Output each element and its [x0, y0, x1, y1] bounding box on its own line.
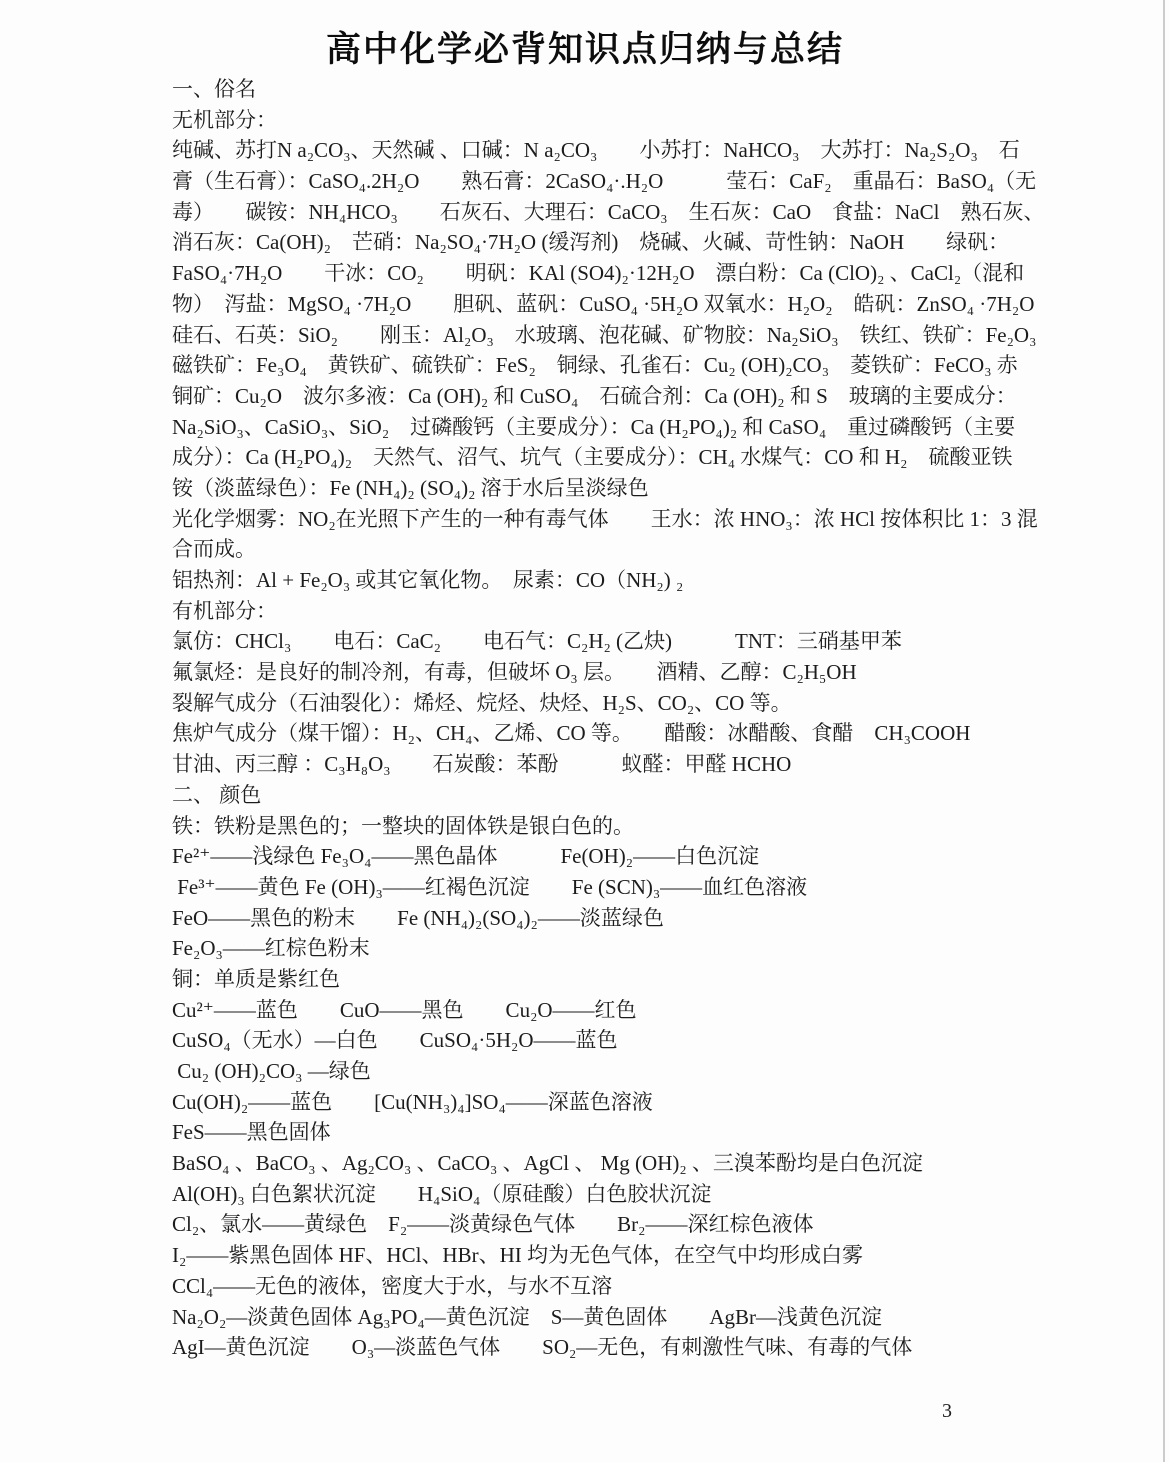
- text-line: 有机部分：: [172, 598, 277, 623]
- text-line: 无机部分：: [172, 107, 277, 132]
- text-line: 氯仿：CHCl₃ 电石：CaC₂ 电石气：C₂H₂ (乙炔) TNT：三硝基甲苯: [172, 629, 902, 654]
- text-line: 硅石、石英：SiO₂ 刚玉：Al₂O₃ 水玻璃、泡花碱、矿物胶：Na₂SiO₃ 铁红、铁矿：Fe₂O₃: [172, 322, 1037, 347]
- text-line: Fe₂O₃——红棕色粉末: [172, 936, 370, 961]
- text-line: FaSO₄·7H₂O 干冰：CO₂ 明矾：KAl (SO4)₂·12H₂O 漂白粉：Ca (ClO)₂ 、CaCl₂（混和: [172, 261, 1025, 286]
- document-body: [172, 74, 1045, 1363]
- text-line: Na₂SiO₃、CaSiO₃、SiO₂ 过磷酸钙（主要成分）：Ca (H₂PO₄)₂ 和 CaSO₄ 重过磷酸钙（主要: [172, 414, 1016, 439]
- text-line: 二、 颜色: [172, 782, 262, 807]
- text-line: Fe³⁺——黄色 Fe (OH)₃——红褐色沉淀 Fe (SCN)₃——血红色溶液: [172, 874, 808, 899]
- text-line: CuSO₄（无水）—白色 CuSO₄·5H₂O——蓝色: [172, 1028, 618, 1053]
- text-line: Cu(OH)₂——蓝色 [Cu(NH₃)₄]SO₄——深蓝色溶液: [172, 1089, 653, 1114]
- text-line: Fe²⁺——浅绿色 Fe₃O₄——黑色晶体 Fe(OH)₂——白色沉淀: [172, 844, 760, 869]
- text-line: Na₂O₂—淡黄色固体 Ag₃PO₄—黄色沉淀 S—黄色固体 AgBr—浅黄色沉淀: [172, 1304, 883, 1329]
- text-line: Cu²⁺——蓝色 CuO——黑色 Cu₂O——红色: [172, 997, 637, 1022]
- text-line: Cl₂、氯水——黄绿色 F₂——淡黄绿色气体 Br₂——深红棕色液体: [172, 1212, 814, 1237]
- scan-edge-line: [1163, 0, 1165, 1462]
- text-line: 铜矿：Cu₂O 波尔多液：Ca (OH)₂ 和 CuSO₄ 石硫合剂：Ca (OH)₂ 和 S 玻璃的主要成分：: [172, 383, 1017, 408]
- page-title: 高中化学必背知识点归纳与总结: [325, 30, 844, 69]
- text-line: 消石灰：Ca(OH)₂ 芒硝：Na₂SO₄·7H₂O (缓泻剂) 烧碱、火碱、苛性钠：NaOH 绿矾：: [172, 230, 1010, 255]
- page-number: 3: [942, 1400, 952, 1422]
- text-line: 膏（生石膏）：CaSO₄.2H₂O 熟石膏：2CaSO₄·.H₂O 莹石：CaF₂ 重晶石：BaSO₄（无: [172, 169, 1037, 194]
- text-line: FeS——黑色固体: [172, 1120, 331, 1145]
- text-line: 铝热剂：Al + Fe₂O₃ 或其它氧化物。 尿素：CO（NH₂) ₂: [172, 568, 684, 592]
- text-line: FeO——黑色的粉末 Fe (NH₄)₂(SO₄)₂——淡蓝绿色: [172, 905, 664, 930]
- text-line: 氟氯烃：是良好的制冷剂，有毒，但破坏 O₃ 层。 酒精、乙醇：C₂H₅OH: [172, 660, 857, 685]
- text-line: 一、俗名: [172, 77, 256, 101]
- text-line: I₂——紫黑色固体 HF、HCl、HBr、HI 均为无色气体，在空气中均形成白雾: [172, 1243, 863, 1268]
- text-line: BaSO₄ 、BaCO₃ 、Ag₂CO₃ 、CaCO₃ 、AgCl 、 Mg (OH)₂ 、三溴苯酚均是白色沉淀: [172, 1151, 923, 1176]
- text-line: 物） 泻盐：MgSO₄ ·7H₂O 胆矾、蓝矾：CuSO₄ ·5H₂O 双氧水：H₂O₂ 皓矾：ZnSO₄ ·7H₂O: [172, 291, 1035, 316]
- text-line: 纯碱、苏打N a₂CO₃、天然碱 、口碱：N a₂CO₃ 小苏打：NaHCO₃ 大苏打：Na₂S₂O₃ 石: [172, 138, 1020, 163]
- text-line: 光化学烟雾：NO₂在光照下产生的一种有毒气体 王水：浓 HNO₃：浓 HCl 按体积比 1：3 混: [172, 506, 1038, 531]
- text-line: 成分）：Ca (H₂PO₄)₂ 天然气、沼气、坑气（主要成分）：CH₄ 水煤气：CO 和 H₂ 硫酸亚铁: [172, 445, 1013, 470]
- text-line: 毒） 碳铵：NH₄HCO₃ 石灰石、大理石：CaCO₃ 生石灰：CaO 食盐：NaCl 熟石灰、: [172, 199, 1045, 224]
- text-line: CCl₄——无色的液体，密度大于水，与水不互溶: [172, 1273, 613, 1298]
- text-line: 铵（淡蓝绿色）：Fe (NH₄)₂ (SO₄)₂ 溶于水后呈淡绿色: [172, 475, 649, 500]
- text-line: Al(OH)₃ 白色絮状沉淀 H₄SiO₄（原硅酸）白色胶状沉淀: [172, 1181, 712, 1206]
- text-line: 磁铁矿：Fe₃O₄ 黄铁矿、硫铁矿：FeS₂ 铜绿、孔雀石：Cu₂ (OH)₂CO₃ 菱铁矿：FeCO₃ 赤: [172, 353, 1018, 378]
- text-line: 铜：单质是紫红色: [172, 966, 340, 991]
- text-line: 甘油、丙三醇 ：C₃H₈O₃ 石炭酸：苯酚 蚁醛：甲醛 HCHO: [172, 752, 792, 777]
- text-line: 铁：铁粉是黑色的；一整块的固体铁是银白色的。: [172, 813, 634, 838]
- text-line: 裂解气成分（石油裂化）：烯烃、烷烃、炔烃、H₂S、CO₂、CO 等。: [172, 690, 792, 715]
- text-line: Cu₂ (OH)₂CO₃ —绿色: [172, 1059, 371, 1083]
- text-line: 焦炉气成分（煤干馏）：H₂、CH₄、乙烯、CO 等。 醋酸：冰醋酸、食醋 CH₃COOH: [172, 721, 971, 746]
- text-line: 合而成。: [172, 537, 256, 562]
- text-line: AgI—黄色沉淀 O₃—淡蓝色气体 SO₂—无色，有刺激性气味、有毒的气体: [172, 1335, 913, 1360]
